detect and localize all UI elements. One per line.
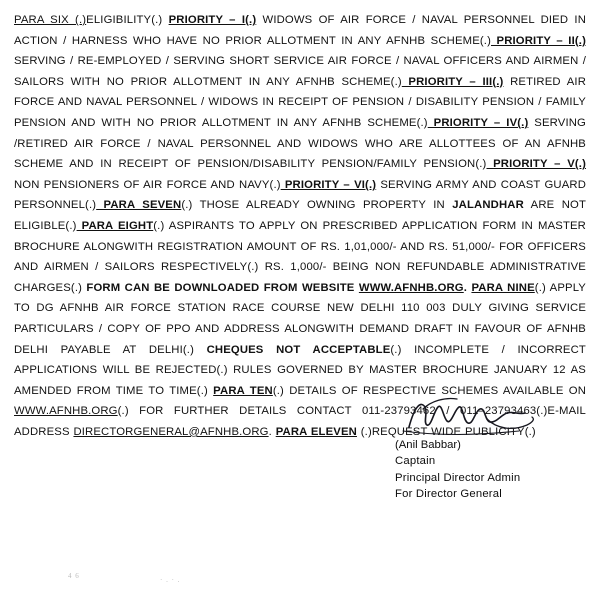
text-run: SERVING /RETIRED AIR FORCE / NAVAL PERSONNEL AND WIDOWS WHO ARE ALLOTTEES OF AN AFNHB SCHEME AND IN RECEIPT OF PENSION/DISABILITY PENSION/FAMILY PENSION(.) <box>14 116 586 171</box>
text-run: (.) DETAILS OF RESPECTIVE SCHEMES AVAILABLE ON <box>272 384 587 397</box>
text-run: NON PENSIONERS OF AIR FORCE AND NAVY(.) <box>14 178 281 191</box>
notice-body-paragraph <box>14 10 586 442</box>
text-run: (.) FOR FURTHER DETAILS CONTACT 011-23793462 / 011–23793463(.)E-MAIL ADDRESS <box>14 405 586 438</box>
text-run: (.) APPLY TO DG AFNHB AIR FORCE STATION RACE COURSE NEW DELHI 110 003 DULY GIVING SERVICE PARTICULARS / COPY OF PPO AND ADDRESS ALONGWITH DEMAND DRAFT IN FAVOUR OF AFNHB DELHI PAYABLE AT DELHI(.) <box>14 281 586 356</box>
text-run: FORM CAN BE DOWNLOADED FROM WEBSITE <box>86 281 359 294</box>
text-run: PRIORITY – VI(.) <box>280 178 377 191</box>
text-run: DIRECTORGENERAL@AFNHB.ORG <box>73 425 269 438</box>
text-run: PARA ELEVEN <box>275 425 357 438</box>
handwritten-signature-icon <box>401 395 585 435</box>
text-run: (.)REQUEST WIDE PUBLICITY(.) <box>356 425 536 438</box>
text-run: PRIORITY – I(.) <box>168 14 257 26</box>
footer-mark-left: 4 6 <box>68 572 80 580</box>
paragraph-runs <box>14 14 586 438</box>
footer-mark-right: · . · . <box>160 576 181 584</box>
text-run: PARA SIX (.) <box>14 14 87 26</box>
text-run: WIDOWS OF AIR FORCE / NAVAL PERSONNEL DIED IN ACTION / HARNESS WHO HAVE NO PRIOR ALLOTMENT IN ANY AFNHB SCHEME(.) <box>14 14 587 47</box>
text-run: WWW.AFNHB.ORG <box>14 405 118 418</box>
text-run: (.) INCOMPLETE / INCORRECT APPLICATIONS WILL BE REJECTED(.) RULES GOVERNED BY MASTER BROCHURE JANUARY 12 AS AMENDED FROM TIME TO TIME(.) <box>14 343 586 397</box>
text-run: PRIORITY – III(.) <box>401 75 504 88</box>
text-run: CHEQUES NOT ACCEPTABLE <box>206 343 391 356</box>
text-run: PARA SEVEN <box>96 199 182 212</box>
text-run: SERVING ARMY AND COAST GUARD PERSONNEL(.) <box>14 178 586 212</box>
signature-block <box>395 395 585 503</box>
text-run: RETIRED AIR FORCE AND NAVAL PERSONNEL / WIDOWS IN RECEIPT OF PENSION / DISABILITY PENSION / FAMILY PENSION AND WITH NO PRIOR ALLOTMENT IN ANY AFNHB SCHEME(.) <box>14 75 587 129</box>
text-run: . <box>268 425 276 438</box>
text-run: PARA TEN <box>213 384 273 397</box>
text-run: JALANDHAR <box>452 199 524 212</box>
signatory-appointment: Principal Director Admin <box>395 471 521 484</box>
text-run: . <box>463 281 472 294</box>
signatory-rank: Captain <box>395 455 436 467</box>
text-run: WWW.AFNHB.ORG <box>358 281 464 294</box>
text-run: ELIGIBILITY(.) <box>86 14 163 26</box>
text-run: PARA EIGHT <box>76 219 154 232</box>
text-run: SERVING / RE-EMPLOYED / SERVING SHORT SERVICE AIR FORCE / NAVAL OFFICERS AND AIRMEN / SAILORS WITH NO PRIOR ALLOTMENT IN ANY AFNHB SCHEME(.) <box>14 55 586 88</box>
text-run: (.) ASPIRANTS TO APPLY ON PRESCRIBED APPLICATION FORM IN MASTER BROCHURE ALONGWITH REGISTRATION AMOUNT OF RS. 1,01,000/- AND RS. 51,000/- FOR OFFICERS AND AIRMEN / SAILORS RESPECTIVELY(.) RS. 1,000/- BEING NON REFUNDABLE ADMINISTRATIVE CHARGES(.) <box>14 219 586 294</box>
signatory-name: (Anil Babbar) <box>395 439 461 451</box>
signatory-authority: For Director General <box>395 488 502 500</box>
text-run: PARA NINE <box>471 281 535 294</box>
text-run: (.) THOSE ALREADY OWNING PROPERTY IN <box>181 199 453 212</box>
text-run: PRIORITY – II(.) <box>491 34 586 47</box>
text-run: PRIORITY – V(.) <box>486 158 586 171</box>
text-run: PRIORITY – IV(.) <box>427 116 529 129</box>
text-run: ARE NOT ELIGIBLE(.) <box>14 199 586 232</box>
